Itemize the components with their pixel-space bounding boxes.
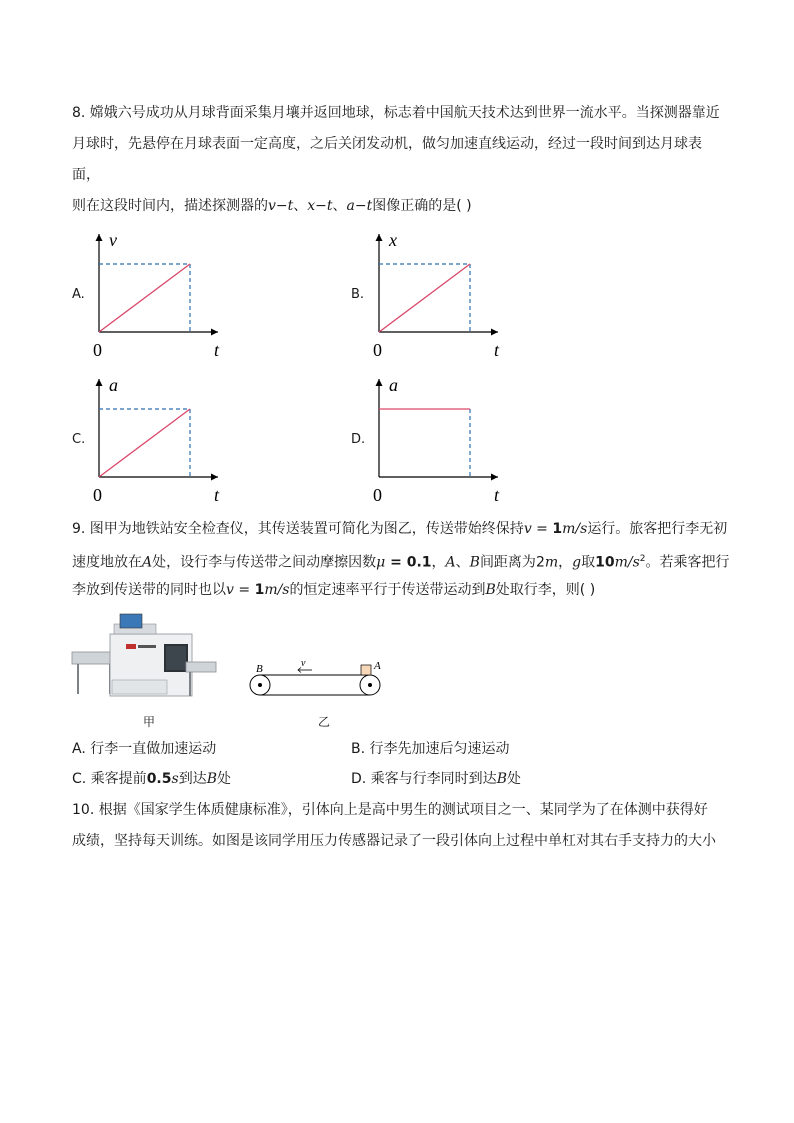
option-c-label: C. [72,432,86,447]
time-unit: s [171,771,179,787]
x-axis-arrow [491,474,498,481]
equals: = [531,521,553,537]
y-axis-arrow [376,234,383,241]
x-axis-label: t [494,485,500,505]
at-label: a−t [346,198,373,214]
q9-line-2 [72,549,730,573]
belt-label-a: A [374,660,381,672]
q9-text: 。若乘客把行 [645,554,730,571]
choice-letter: D. [351,771,367,787]
mu-value: = 0.1 [385,554,432,571]
g-unit: m/s [614,554,640,571]
distance-value: 2 [535,554,545,571]
q9-text: 运行。旅客把行李无初 [587,521,728,537]
velocity-value: 1 [254,582,265,598]
point-b: B [469,554,480,571]
time-value: 0.5 [146,771,172,787]
q9-text: 处取行李，则( ) [495,582,596,598]
point-a: A [445,554,456,571]
separator: 、 [332,198,347,214]
origin-label: 0 [93,340,102,360]
xt-label: x−t [307,198,333,214]
equals: = [233,582,255,598]
option-d-graph [370,373,510,507]
q9-text: 间距离为 [479,554,536,571]
q9-line-1 [72,519,727,539]
q9-text: ， [431,554,446,571]
x-axis-arrow [491,329,498,336]
choice-text: 乘客提前 [90,771,147,787]
velocity-unit: m/s [264,582,290,598]
q9-text: 李放到传送带的同时也以 [72,582,226,598]
choice-letter: A. [72,741,86,757]
belt-label-b: B [256,663,263,675]
origin-label: 0 [373,340,382,360]
q9-text: 9. 图甲为地铁站安全检查仪，其传送装置可简化为图乙，传送带始终保持 [72,521,524,537]
distance-unit: m [544,554,559,571]
vt-label: v−t [268,198,294,214]
security-scanner-image [72,622,217,711]
option-b-label: B. [351,287,365,302]
belt-label-v: v [301,658,306,669]
choice-text: 处 [506,771,521,787]
velocity-unit: m/s [562,521,588,537]
q9-text: 速度地放在 [72,554,142,571]
figure-yi-caption: 乙 [318,715,331,729]
origin-label: 0 [373,485,382,505]
graph-line [99,264,190,332]
y-axis-label: a [389,375,398,395]
q8-line-3: 面， [72,167,100,183]
velocity-value: 1 [552,521,563,537]
q9-choice-c [72,768,231,788]
point-b: B [496,771,507,787]
point-b: B [485,582,496,598]
x-axis-label: t [494,340,500,360]
q8-line-2: 月球时，先悬停在月球表面一定高度，之后关闭发动机，做匀加速直线运动，经过一段时间到达月球表 [72,136,702,152]
q9-text: ， [558,554,573,571]
q9-text: 处，设行李与传送带之间动摩擦因数 [152,554,377,571]
x-axis-label: t [214,485,220,505]
option-b-graph [370,228,510,362]
y-axis-arrow [376,379,383,386]
velocity-symbol: v [226,582,234,598]
y-axis-label: v [109,230,117,250]
q8-line-4 [72,196,472,216]
q9-text: 的恒定速率平行于传送带运动到 [289,582,486,598]
g-value: 10 [595,554,615,571]
choice-text: 行李一直做加速运动 [90,741,217,757]
q8-line4-text: 则在这段时间内，描述探测器的 [72,198,268,214]
conveyor-belt-diagram [248,655,388,709]
choice-letter: B. [351,741,366,757]
graph-line [379,264,470,332]
separator: 、 [293,198,308,214]
graph-c-svg [90,373,230,503]
choice-text: 处 [216,771,231,787]
y-axis-arrow [96,379,103,386]
velocity-symbol: v [523,521,532,537]
graph-b-svg [370,228,510,358]
point-a: A [142,554,153,571]
q9-choice-b [351,738,510,758]
y-axis-label: x [389,230,397,250]
q9-line-3 [72,580,595,600]
q10-line-1: 10. 根据《国家学生体质健康标准》，引体向上是高中男生的测试项目之一、某同学为了在体测中获得好 [72,802,708,818]
option-a-label: A. [72,287,85,302]
x-axis-arrow [211,474,218,481]
point-b: B [206,771,217,787]
q8-line4-tail: 图像正确的是( ) [372,198,472,214]
graph-d-svg [370,373,510,503]
mu-symbol: μ [376,554,386,571]
option-a-graph [90,228,230,362]
option-d-label: D. [351,432,366,447]
luggage-box [361,665,371,675]
figure-jia-caption: 甲 [143,715,156,729]
origin-label: 0 [93,485,102,505]
choice-text: 行李先加速后匀速运动 [369,741,510,757]
graph-line [99,409,190,477]
graph-a-svg [90,228,230,358]
g-symbol: g [572,554,582,571]
g-unit-exponent: 2 [639,554,646,564]
q10-line-2: 成绩，坚持每天训练。如图是该同学用压力传感器记录了一段引体向上过程中单杠对其右手支持力的大小 [72,833,716,849]
q9-text: 取 [581,554,596,571]
x-axis-arrow [211,329,218,336]
q9-text: 、 [455,554,470,571]
choice-text: 到达 [178,771,207,787]
y-axis-label: a [109,375,118,395]
x-axis-label: t [214,340,220,360]
choice-letter: C. [72,771,87,787]
q9-choice-d [351,768,521,788]
option-c-graph [90,373,230,507]
q8-line-1: 8. 嫦娥六号成功从月球背面采集月壤并返回地球，标志着中国航天技术达到世界一流水平。当探测器靠近 [72,105,720,121]
q9-choice-a [72,738,216,758]
y-axis-arrow [96,234,103,241]
choice-text: 乘客与行李同时到达 [370,771,497,787]
